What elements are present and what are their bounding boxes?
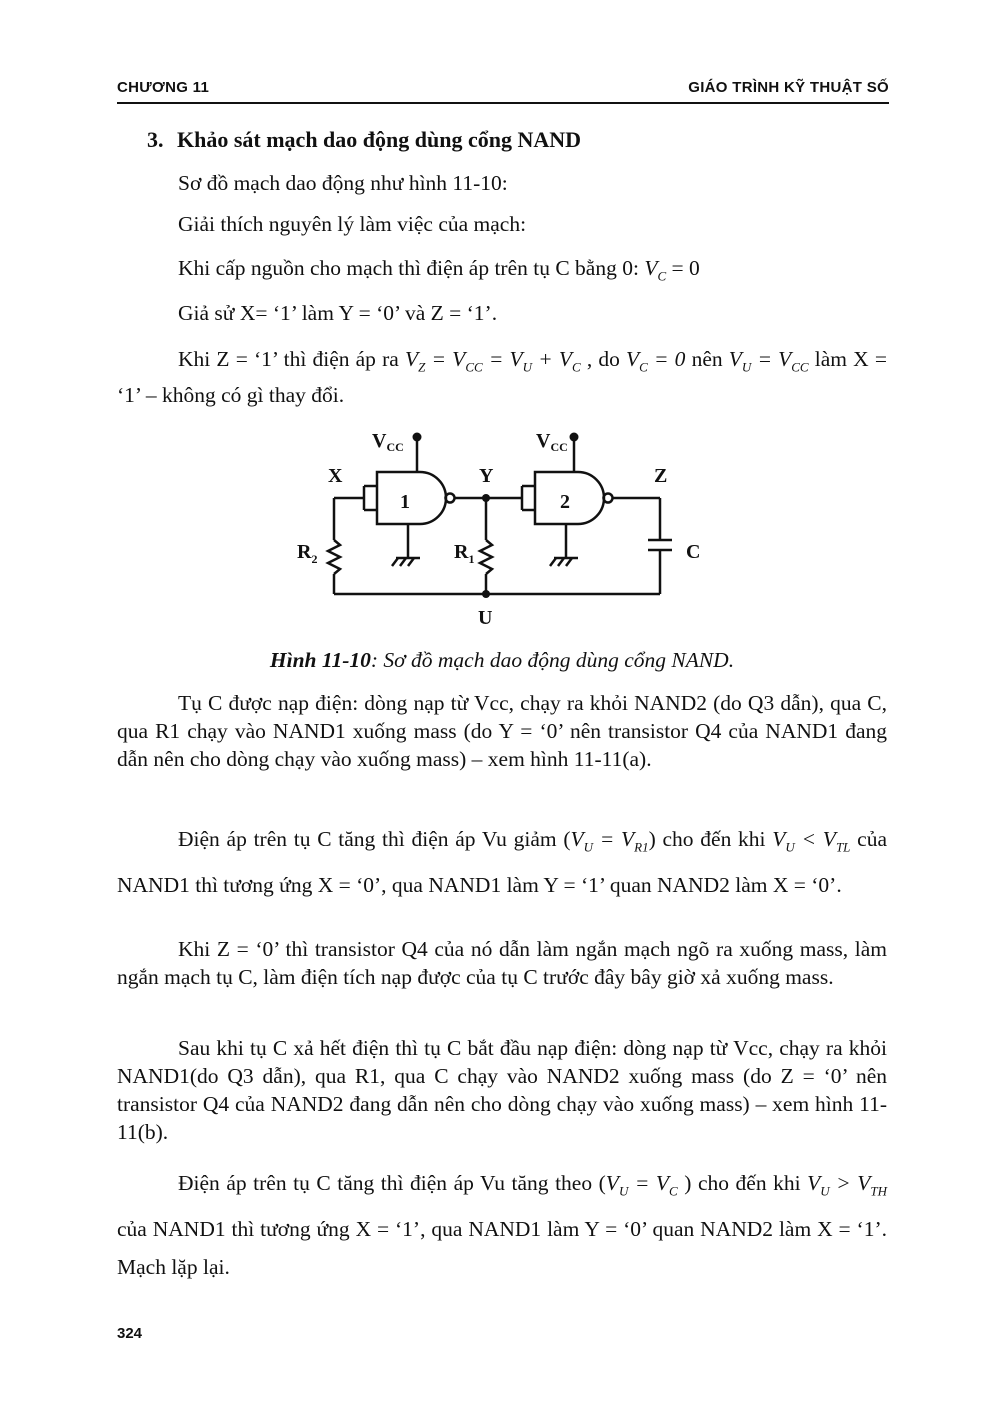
- y-node: [482, 494, 490, 502]
- vcc2-terminal: [570, 433, 579, 442]
- r1-label: $R_1$: [454, 541, 475, 566]
- text-line-4: Giả sử X= ‘1’ làm Y = ‘0’ và Z = ‘1’.: [178, 301, 498, 325]
- z-label: Z: [654, 465, 668, 487]
- paragraph-5: Sau khi tụ C xả hết điện thì tụ C bắt đầu nạp điện: dòng nạp từ Vcc, chạy ra khỏi NAND1(do Q3 dẫn), qua R1, qua C chạy vào NAND2 xuống mass (do Z = ‘0’ nên transistor Q4 của NAND2 đang dẫn nên cho dòng chạy vào xuống mass) – xem hình 11-11(b).: [117, 1036, 887, 1144]
- page-number: 324: [117, 1325, 143, 1342]
- x-label: X: [328, 465, 343, 487]
- paragraph-1: Khi Z = ‘1’ thì điện áp ra $V_Z = V_{CC} = V_U + V_C$ , do $V_C = 0$ nên $V_U = V_{CC}$ làm X = ‘1’ – không có gì thay đổi.: [117, 347, 887, 408]
- section-number: 3.: [147, 127, 164, 152]
- math-vc: $V_C = 0$: [644, 256, 700, 284]
- gate1-number: 1: [400, 491, 410, 513]
- figure-caption: Hình 11-10: Sơ đồ mạch dao động dùng cổng NAND.: [269, 648, 735, 672]
- vcc1-label: $V_{CC}$: [372, 430, 404, 454]
- paragraph-4: Khi Z = ‘0’ thì transistor Q4 của nó dẫn làm ngắn mạch ngõ ra xuống mass, làm ngắn mạch tụ C, làm điện tích nạp được của tụ C trước đây bây giờ xả xuống mass.: [117, 937, 887, 989]
- text-line-1: Sơ đồ mạch dao động như hình 11-10:: [178, 171, 508, 195]
- c-label: C: [686, 541, 701, 563]
- u-label: U: [478, 607, 493, 629]
- chapter-label: CHƯƠNG 11: [117, 79, 210, 96]
- text-line-3-text: Khi cấp nguồn cho mạch thì điện áp trên tụ C bằng 0:: [178, 256, 639, 280]
- text-line-2: Giải thích nguyên lý làm việc của mạch:: [178, 212, 527, 236]
- vcc2-label: $V_{CC}$: [536, 430, 568, 454]
- r2-label: $R_2$: [297, 541, 318, 566]
- paragraph-6: Điện áp trên tụ C tăng thì điện áp Vu tăng theo ($V_U = V_C$ ) cho đến khi $V_U > V_{TH}$ của NAND1 thì tương ứng X = ‘1’, qua NAND1 làm Y = ‘0’ quan NAND2 làm X = ‘1’. Mạch lặp lại.: [117, 1171, 887, 1280]
- u-node: [482, 590, 490, 598]
- nand-oscillator-circuit: [0, 0, 1004, 640]
- paragraph-2: Tụ C được nạp điện: dòng nạp từ Vcc, chạy ra khỏi NAND2 (do Q3 dẫn), qua C, qua R1 chạy vào NAND1 xuống mass (do Y = ‘0’ nên transistor Q4 của NAND1 đang dẫn nên cho dòng chạy vào xuống mass) – xem hình 11-11(a).: [117, 691, 887, 771]
- paragraph-3: Điện áp trên tụ C tăng thì điện áp Vu giảm $(V_U = V_{R1})$ cho đến khi $V_U < V_{TL}$ của NAND1 thì tương ứng X = ‘0’, qua NAND1 làm Y = ‘1’ quan NAND2 làm X = ‘0’.: [117, 827, 887, 898]
- book-title: GIÁO TRÌNH KỸ THUẬT SỐ: [688, 79, 889, 96]
- vcc1-terminal: [413, 433, 422, 442]
- section-title-text: Khảo sát mạch dao động dùng cổng NAND: [177, 127, 582, 152]
- gate2-number: 2: [560, 491, 570, 513]
- y-label: Y: [479, 465, 494, 487]
